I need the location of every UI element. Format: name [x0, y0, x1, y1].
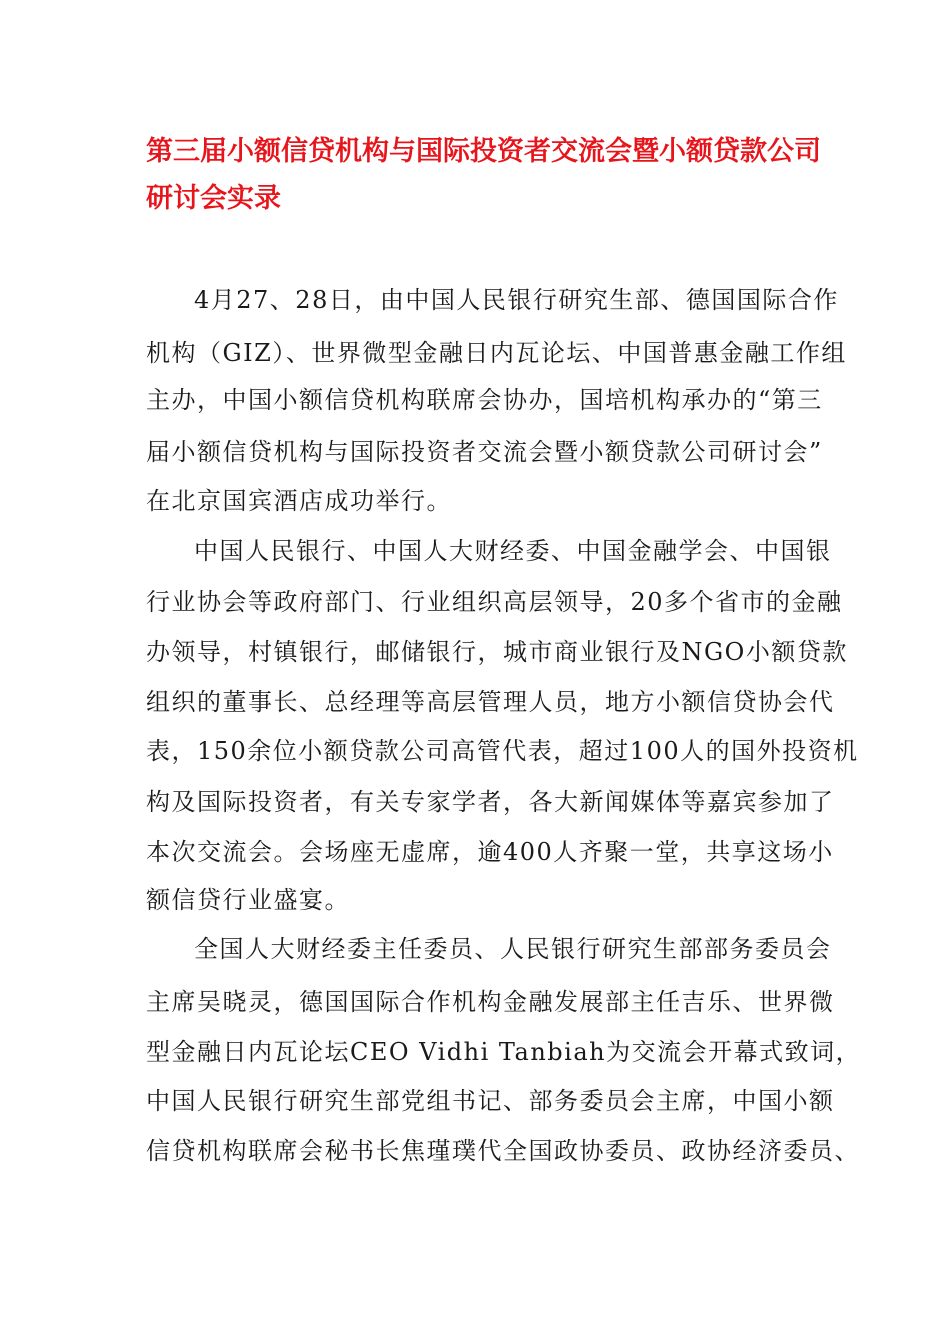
body-line: 届小额信贷机构与国际投资者交流会暨小额贷款公司研讨会” — [146, 438, 823, 466]
body-line: 中国人民银行、中国人大财经委、中国金融学会、中国银 — [194, 537, 832, 565]
body-line: 在北京国宾酒店成功举行。 — [146, 487, 452, 515]
body-line: 主席吴晓灵，德国国际合作机构金融发展部主任吉乐、世界微 — [146, 988, 835, 1016]
body-line: 表，150余位小额贷款公司高管代表，超过100人的国外投资机 — [146, 737, 859, 765]
body-line: 构及国际投资者，有关专家学者，各大新闻媒体等嘉宾参加了 — [146, 788, 835, 816]
body-line: 型金融日内瓦论坛CEO Vidhi Tanbiah为交流会开幕式致词， — [146, 1038, 862, 1066]
body-line: 机构（GIZ）、世界微型金融日内瓦论坛、中国普惠金融工作组 — [146, 339, 847, 367]
body-line: 组织的董事长、总经理等高层管理人员，地方小额信贷协会代 — [146, 688, 835, 716]
body-line: 全国人大财经委主任委员、人民银行研究生部部务委员会 — [194, 935, 832, 963]
document-title: 第三届小额信贷机构与国际投资者交流会暨小额贷款公司研讨会实录 — [146, 136, 821, 214]
body-line: 额信贷行业盛宴。 — [146, 886, 350, 914]
body-line: 中国人民银行研究生部党组书记、部务委员会主席，中国小额 — [146, 1087, 835, 1115]
body-line: 信贷机构联席会秘书长焦瑾璞代全国政协委员、政协经济委员、 — [146, 1137, 860, 1165]
body-line: 行业协会等政府部门、行业组织高层领导，20多个省市的金融 — [146, 588, 843, 616]
body-line: 本次交流会。会场座无虚席，逾400人齐聚一堂，共享这场小 — [146, 838, 834, 866]
body-line: 主办，中国小额信贷机构联席会协办，国培机构承办的“第三 — [146, 386, 823, 414]
body-line: 4月27、28日，由中国人民银行研究生部、德国国际合作 — [194, 286, 839, 314]
body-line: 办领导，村镇银行，邮储银行，城市商业银行及NGO小额贷款 — [146, 638, 848, 666]
